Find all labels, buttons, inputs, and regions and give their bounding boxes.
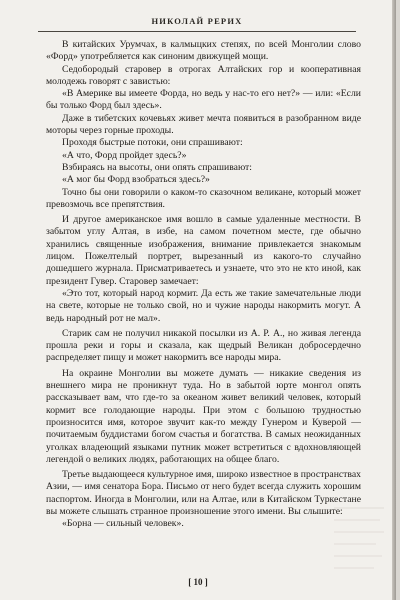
paragraph-3: «В Америке вы имеете Форда, но ведь у нас-то его нет?» — или: «Если бы только Форд был здесь». bbox=[46, 88, 361, 112]
paragraph-1: В китайских Урумчах, в калмыцких степях, по всей Монголии слово «Форд» употребляется как синоним движущей мощи. bbox=[46, 39, 361, 63]
paragraph-11: «Это тот, который народ кормит. Да есть же такие замечательные люди на свете, которые не только свой, но и чужие народы накормить могут. А ведь народный рот не мал». bbox=[46, 287, 361, 324]
paragraph-7: Взбираясь на высоты, они опять спрашивают: bbox=[62, 161, 252, 173]
paragraph-4: Даже в тибетских кочевьях живет мечта появиться в разобранном виде моторы через горные проходы. bbox=[46, 112, 361, 137]
page-number: [ 10 ] bbox=[188, 577, 208, 587]
paragraph-9: Точно бы они говорили о каком-то сказочном великане, который может превозмочь все препятствия. bbox=[46, 186, 361, 210]
paragraph-5: Проходя быстрые потоки, они спрашивают: bbox=[62, 137, 243, 149]
paragraph-2: Седобородый старовер в отрогах Алтайских гор и кооперативная молодежь говорят с завистью: bbox=[46, 63, 361, 87]
paragraph-10: И другое американское имя вошло в самые удаленные местности. В забытом углу Алтая, в избе, на самом почетном месте, где обычно хранились священные изображения, внимание привлекается знакомым лицом. Пожелтелый портрет, вырезанный из какого-то случайно дошедшего журнала. Присматриваетесь и узнаете, что это не кто иной, как президент Гувер. Старовер замечает: bbox=[46, 214, 361, 287]
running-header: НИКОЛАЙ РЕРИХ bbox=[151, 16, 243, 26]
paragraph-15: «Борна — сильный человек». bbox=[62, 518, 184, 530]
paragraph-13: На окраине Монголии вы можете думать — никакие сведения из внешнего мира не проникнут туда. Но в забытой юрте монгол опять рассказывает вам, что где-то за океаном живет великий человек, который кормит все голодающие народы. При этом с большою трудностью произносится имя, которое звучит как-то между Гунером и Куверой — почитаемым буддистами богом счастья и богатства. В самых неожиданных уголках владеющий языками путник может встретиться с вдохновляющей легендой о великих людях, работающих на общее благо. bbox=[46, 367, 361, 465]
paragraph-14: Третье выдающееся культурное имя, широко известное в пространствах Азии, — имя сенатора Бора. Письмо от него будет всегда служить хорошим паспортом. Иногда в Монголии, или на Алтае, или в Китайском Туркестане вы можете слышать странное произношение этого имени. Вы слышите: bbox=[46, 469, 361, 517]
page-body bbox=[46, 39, 361, 531]
page-edge-shadow bbox=[392, 0, 396, 600]
header-rule bbox=[38, 31, 356, 32]
paragraph-6: «А что, Форд пройдет здесь?» bbox=[62, 149, 187, 161]
paragraph-12: Старик сам не получил никакой посылки из А. Р. А., но живая легенда прошла реки и горы и сказала, как щедрый Великан добросердечно распределяет пищу и может накормить все народы мира. bbox=[46, 327, 361, 364]
paragraph-8: «А мог бы Форд взобраться здесь?» bbox=[62, 174, 210, 186]
